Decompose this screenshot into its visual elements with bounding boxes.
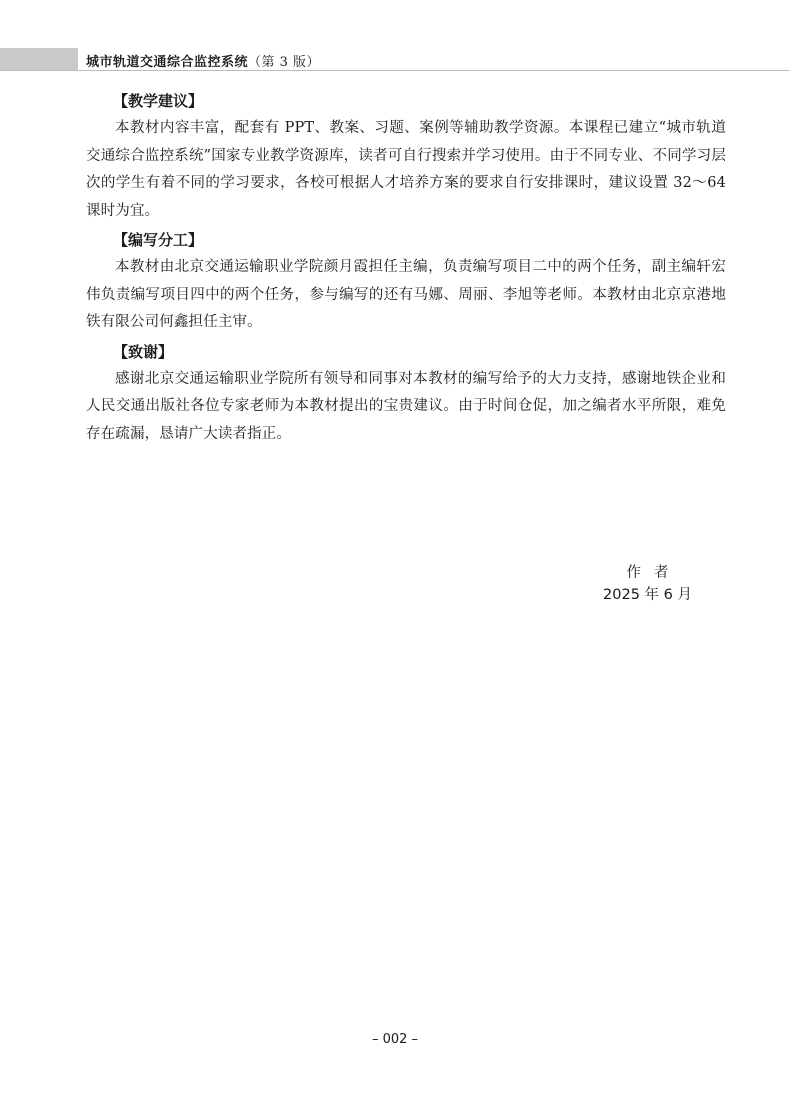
page-body (86, 88, 726, 450)
running-header (86, 51, 320, 70)
book-title: 城市轨道交通综合监控系统 (86, 55, 249, 70)
page-number: – 002 – (371, 1032, 419, 1047)
section-paragraph-teaching-advice: 本教材内容丰富，配套有 PPT、教案、习题、案例等辅助教学资源。本课程已建立“城市轨道交通综合监控系统”国家专业教学资源库，读者可自行搜索并学习使用。由于不同专业、不同学习层次的学生有着不同的学习要求，各校可根据人才培养方案的要求自行安排课时，建议设置 32～64 课时为宜。 (86, 120, 726, 219)
section-paragraph-acknowledgements: 感谢北京交通运输职业学院所有领导和同事对本教材的编写给予的大力支持，感谢地铁企业和人民交通出版社各位专家老师为本教材提出的宝贵建议。由于时间仓促，加之编者水平所限，难免存在疏漏，恳请广大读者指正。 (86, 370, 726, 442)
section-heading-authorship: 【编写分工】 (113, 231, 204, 249)
signature-author: 作者 (626, 565, 682, 581)
edition-label: （第 3 版） (248, 55, 321, 70)
section-heading-teaching-advice: 【教学建议】 (113, 92, 204, 110)
section-heading-acknowledgements: 【致谢】 (113, 342, 174, 361)
section-paragraph-authorship: 本教材由北京交通运输职业学院颜月霞担任主编，负责编写项目二中的两个任务，副主编轩宏伟负责编写项目四中的两个任务，参与编写的还有马娜、周丽、李旭等老师。本教材由北京京港地铁有限公司何鑫担任主审。 (86, 259, 726, 330)
header-rule (0, 70, 790, 71)
signature-block (603, 562, 692, 606)
header-accent-bar (0, 48, 78, 70)
signature-date: 2025 年 6 月 (603, 587, 692, 603)
